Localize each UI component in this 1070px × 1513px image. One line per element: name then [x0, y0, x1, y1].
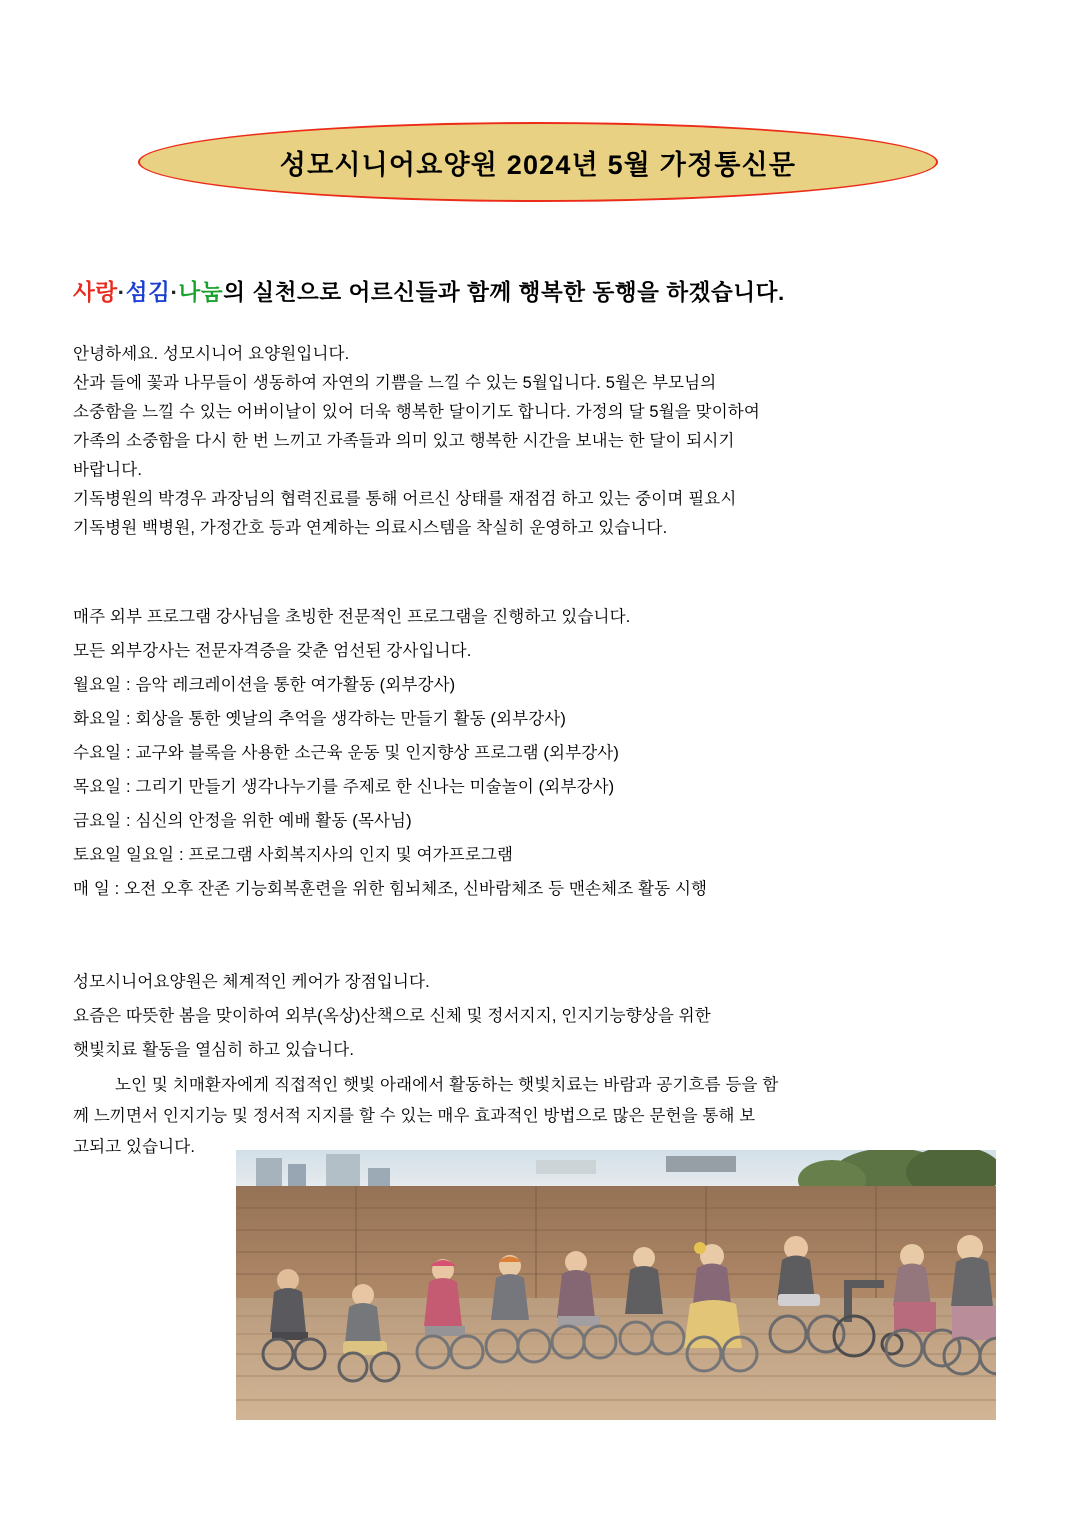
programs-line: 매주 외부 프로그램 강사님을 초빙한 전문적인 프로그램을 진행하고 있습니다.	[73, 608, 631, 626]
slogan-separator-1: ·	[117, 280, 126, 305]
slogan-word-love: 사랑	[73, 280, 118, 305]
sunlight-line: 께 느끼면서 인지기능 및 정서적 지지를 할 수 있는 매우 효과적인 방법으로 많은 문헌을 통해 보	[73, 1107, 756, 1125]
programs-line-tuesday: 화요일 : 회상을 통한 옛날의 추억을 생각하는 만들기 활동 (외부강사)	[73, 710, 567, 728]
intro-block	[73, 340, 993, 543]
care-line: 요즘은 따뜻한 봄을 맞이하여 외부(옥상)산책으로 신체 및 정서지지, 인지기능향상을 위한	[73, 1007, 711, 1025]
page-title: 성모시니어요양원 2024년 5월 가정통신문	[279, 149, 797, 180]
slogan-separator-2: ·	[170, 280, 179, 305]
slogan-remainder: 의 실천으로 어르신들과 함께 행복한 동행을 하겠습니다.	[223, 280, 785, 305]
programs-line-friday: 금요일 : 심신의 안정을 위한 예배 활동 (목사님)	[73, 812, 412, 830]
care-block	[73, 965, 993, 1067]
intro-line: 가족의 소중함을 다시 한 번 느끼고 가족들과 의미 있고 행복한 시간을 보내는 한 달이 되시기	[73, 432, 735, 450]
care-line: 성모시니어요양원은 체계적인 케어가 장점입니다.	[73, 973, 430, 991]
programs-line-daily: 매 일 : 오전 오후 잔존 기능회복훈련을 위한 힘뇌체조, 신바람체조 등 맨손체조 활동 시행	[73, 880, 708, 898]
programs-line-wednesday: 수요일 : 교구와 블록을 사용한 소근육 운동 및 인지향상 프로그램 (외부강사)	[73, 744, 620, 762]
rooftop-sunlight-therapy-photo	[236, 1150, 996, 1420]
title-oval-shape	[138, 122, 938, 202]
programs-line-thursday: 목요일 : 그리기 만들기 생각나누기를 주제로 한 신나는 미술놀이 (외부강사)	[73, 778, 615, 796]
programs-line-monday: 월요일 : 음악 레크레이션을 통한 여가활동 (외부강사)	[73, 676, 456, 694]
intro-line: 바랍니다.	[73, 461, 143, 479]
slogan-word-sharing: 나눔	[178, 280, 224, 305]
sunlight-line: 고되고 있습니다.	[73, 1138, 196, 1156]
intro-line: 기독병원의 박경우 과장님의 협력진료를 통해 어르신 상태를 재점검 하고 있는 중이며 필요시	[73, 490, 737, 508]
programs-block	[73, 600, 993, 906]
intro-line: 기독병원 백병원, 가정간호 등과 연계하는 의료시스템을 착실히 운영하고 있습니다.	[73, 519, 668, 537]
title-banner	[138, 122, 938, 202]
care-line: 햇빛치료 활동을 열심히 하고 있습니다.	[73, 1041, 355, 1059]
slogan-word-service: 섬김	[125, 280, 171, 305]
slogan	[73, 275, 785, 307]
sunlight-line: 노인 및 치매환자에게 직접적인 햇빛 아래에서 활동하는 햇빛치료는 바람과 공기흐름 등을 함	[115, 1076, 779, 1094]
intro-line: 안녕하세요. 성모시니어 요양원입니다.	[73, 345, 350, 363]
programs-line: 모든 외부강사는 전문자격증을 갖춘 엄선된 강사입니다.	[73, 642, 472, 660]
intro-line: 소중함을 느낄 수 있는 어버이날이 있어 더욱 행복한 달이기도 합니다. 가정의 달 5월을 맞이하여	[73, 403, 760, 421]
intro-line: 산과 들에 꽃과 나무들이 생동하여 자연의 기쁨을 느낄 수 있는 5월입니다. 5월은 부모님의	[73, 374, 717, 392]
programs-line-weekend: 토요일 일요일 : 프로그램 사회복지사의 인지 및 여가프로그램	[73, 846, 514, 864]
